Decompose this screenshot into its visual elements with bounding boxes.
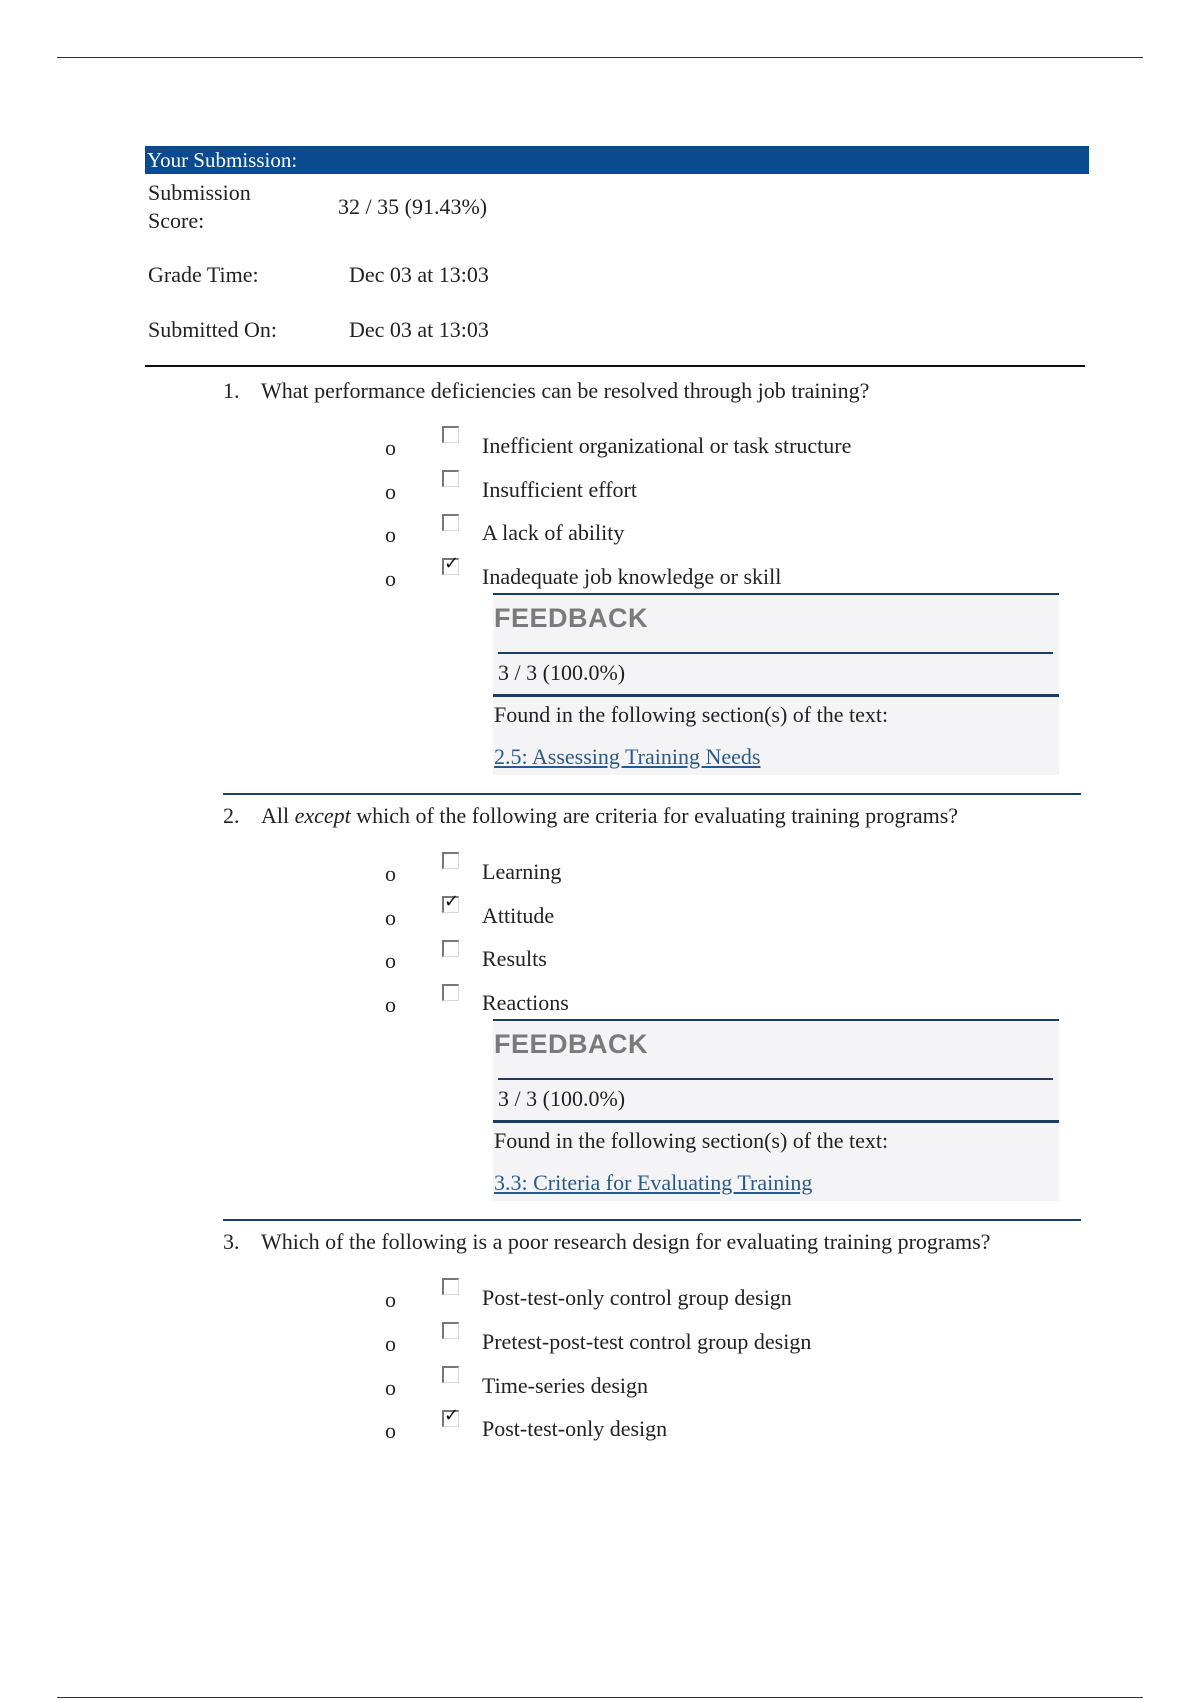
page-bottom-rule: [57, 1697, 1143, 1698]
submission-header: Your Submission:: [145, 146, 1089, 174]
option-checkbox-checked[interactable]: [442, 891, 460, 913]
feedback-panel-2: [493, 1019, 1059, 1201]
option-label: Results: [482, 946, 547, 971]
submitted-on-value: Dec 03 at 13:03: [349, 317, 489, 342]
option-checkbox-checked[interactable]: [442, 1405, 460, 1427]
option-checkbox[interactable]: [442, 514, 459, 531]
option-bullet: o: [385, 948, 396, 973]
feedback-title: FEEDBACK: [494, 1029, 649, 1059]
question-1: [223, 377, 869, 405]
section-link[interactable]: 3.3: Criteria for Evaluating Training: [494, 1170, 813, 1195]
feedback-divider: [493, 1120, 1059, 1123]
option-checkbox[interactable]: [442, 1366, 459, 1383]
option-label: Inadequate job knowledge or skill: [482, 564, 782, 589]
score-value: 32 / 35 (91.43%): [338, 194, 488, 219]
option-checkbox[interactable]: [442, 1322, 459, 1339]
feedback-divider: [493, 694, 1059, 697]
question-text-emphasis: except: [294, 803, 351, 828]
question-text: Which of the following is a poor research design for evaluating training programs?: [261, 1229, 991, 1254]
option-label: Pretest-post-test control group design: [482, 1329, 812, 1354]
grade-time-label: Grade Time:: [148, 262, 259, 287]
question-2: [223, 802, 958, 830]
option-label: Post-test-only design: [482, 1416, 668, 1441]
option-checkbox[interactable]: [442, 940, 459, 957]
check-icon: ✓: [444, 1405, 460, 1426]
option-bullet: o: [385, 1418, 396, 1443]
check-icon: ✓: [444, 891, 460, 912]
submitted-on-label: Submitted On:: [148, 317, 277, 342]
option-label: Time-series design: [482, 1373, 649, 1398]
feedback-panel-1: [493, 593, 1059, 775]
option-label: Inefficient organizational or task structure: [482, 433, 852, 458]
question-text-before: All: [261, 803, 295, 828]
option-checkbox-checked[interactable]: [442, 553, 460, 575]
option-bullet: o: [385, 522, 396, 547]
option-checkbox[interactable]: [442, 852, 459, 869]
option-bullet: o: [385, 861, 396, 886]
question-number: 1.: [223, 378, 240, 403]
option-checkbox[interactable]: [442, 1278, 459, 1295]
option-bullet: o: [385, 435, 396, 460]
feedback-divider: [498, 1078, 1053, 1080]
check-icon: ✓: [444, 553, 460, 574]
question-number: 3.: [223, 1229, 240, 1254]
summary-divider: [145, 365, 1085, 367]
option-label: Post-test-only control group design: [482, 1285, 792, 1310]
question-divider: [223, 1219, 1081, 1221]
section-link[interactable]: 2.5: Assessing Training Needs: [494, 744, 761, 769]
feedback-title: FEEDBACK: [494, 603, 649, 633]
option-checkbox[interactable]: [442, 984, 459, 1001]
question-text: What performance deficiencies can be resolved through job training?: [261, 378, 870, 403]
feedback-found-text: Found in the following section(s) of the text:: [494, 702, 889, 727]
option-bullet: o: [385, 1375, 396, 1400]
score-label-line1: Submission: [148, 180, 251, 205]
option-bullet: o: [385, 1287, 396, 1312]
option-bullet: o: [385, 566, 396, 591]
option-label: Reactions: [482, 990, 569, 1015]
option-bullet: o: [385, 1331, 396, 1356]
grade-time-value: Dec 03 at 13:03: [349, 262, 489, 287]
question-divider: [223, 793, 1081, 795]
feedback-score: 3 / 3 (100.0%): [498, 660, 626, 685]
score-label-line2: Score:: [148, 208, 205, 233]
option-bullet: o: [385, 905, 396, 930]
feedback-score: 3 / 3 (100.0%): [498, 1086, 626, 1111]
feedback-found-text: Found in the following section(s) of the text:: [494, 1128, 889, 1153]
option-bullet: o: [385, 992, 396, 1017]
option-checkbox[interactable]: [442, 426, 459, 443]
option-label: Attitude: [482, 903, 555, 928]
feedback-divider: [498, 652, 1053, 654]
question-text-after: which of the following are criteria for evaluating training programs?: [350, 803, 959, 828]
question-number: 2.: [223, 803, 240, 828]
option-bullet: o: [385, 479, 396, 504]
option-checkbox[interactable]: [442, 470, 459, 487]
option-label: Insufficient effort: [482, 477, 637, 502]
option-label: A lack of ability: [482, 520, 625, 545]
option-label: Learning: [482, 859, 562, 884]
page-top-rule: [57, 57, 1143, 58]
question-3: [223, 1228, 990, 1256]
